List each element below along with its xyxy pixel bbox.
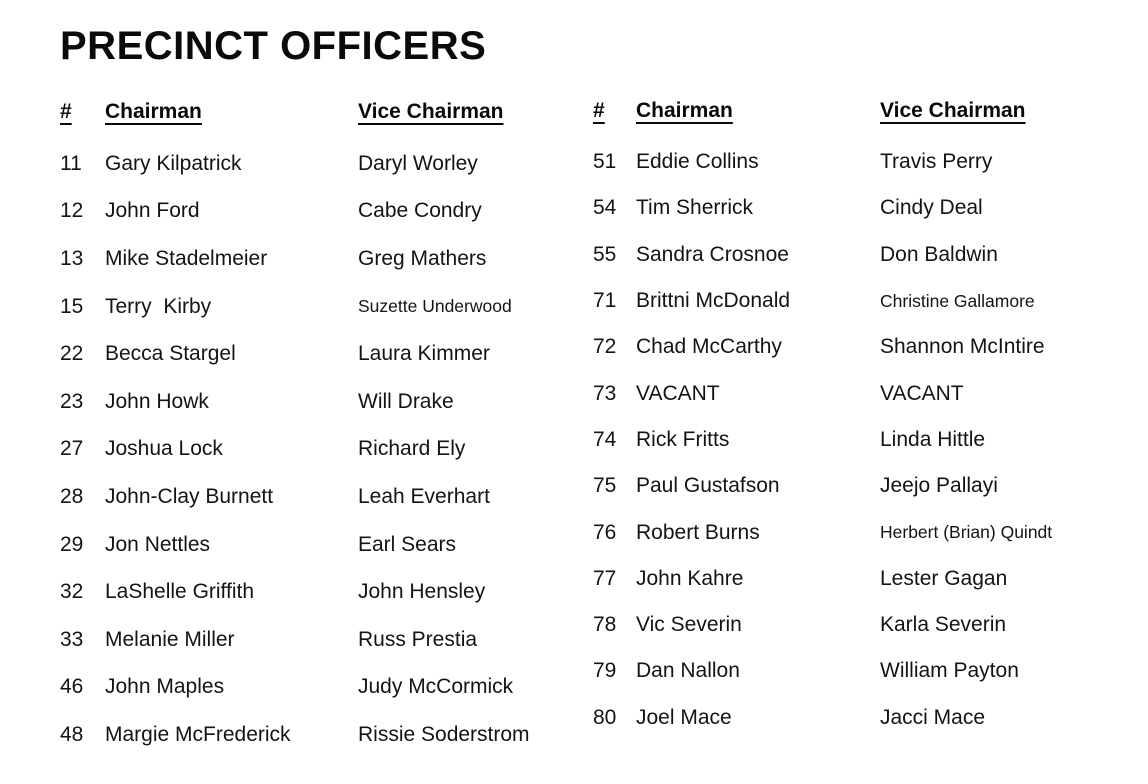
table-row <box>593 139 1138 185</box>
vice-chairman-name: Linda Hittle <box>880 427 986 451</box>
chairman-name: Becca Stargel <box>105 342 236 366</box>
precinct-number: 73 <box>593 381 617 405</box>
precinct-number: 79 <box>593 659 617 683</box>
chairman-name: Terry Kirby <box>105 294 212 318</box>
table-header-left <box>60 100 605 140</box>
chairman-name: Jon Nettles <box>105 532 211 556</box>
column-header-number: # <box>60 100 72 123</box>
chairman-name: Paul Gustafson <box>636 474 780 498</box>
precinct-number: 11 <box>60 151 82 175</box>
chairman-name: Sandra Crosnoe <box>636 242 789 266</box>
chairman-name: Brittni McDonald <box>636 289 791 313</box>
chairman-name: John Ford <box>105 199 200 223</box>
chairman-name: Joel Mace <box>636 705 732 729</box>
chairman-name: John Maples <box>105 675 225 699</box>
vice-chairman-name: Jeejo Pallayi <box>880 474 998 498</box>
chairman-name: Margie McFrederick <box>105 722 291 746</box>
precinct-number: 74 <box>593 427 617 451</box>
table-row <box>60 521 605 569</box>
chairman-name: Mike Stadelmeier <box>105 246 268 270</box>
vice-chairman-name: John Hensley <box>358 580 486 604</box>
table-row <box>593 556 1138 602</box>
vice-chairman-name: Travis Perry <box>880 150 993 174</box>
vice-chairman-name: Daryl Worley <box>358 151 478 175</box>
table-row <box>60 235 605 283</box>
table-rows-right <box>593 139 1138 741</box>
precinct-number: 72 <box>593 335 617 359</box>
precinct-number: 23 <box>60 389 84 413</box>
vice-chairman-name: Cabe Condry <box>358 199 482 223</box>
table-row <box>60 378 605 426</box>
table-row <box>593 695 1138 741</box>
precinct-number: 22 <box>60 342 84 366</box>
vice-chairman-name: Cindy Deal <box>880 196 983 220</box>
vice-chairman-name: Christine Gallamore <box>880 290 1035 311</box>
table-row <box>593 509 1138 555</box>
table-row <box>60 188 605 236</box>
vice-chairman-name: Judy McCormick <box>358 675 514 699</box>
vice-chairman-name: Rissie Soderstrom <box>358 722 530 746</box>
vice-chairman-name: Herbert (Brian) Quindt <box>880 522 1053 543</box>
page-title: PRECINCT OFFICERS <box>60 24 487 68</box>
precinct-number: 15 <box>60 294 84 318</box>
precinct-number: 77 <box>593 566 617 590</box>
table-row <box>60 616 605 664</box>
chairman-name: LaShelle Griffith <box>105 580 255 604</box>
table-row <box>60 330 605 378</box>
vice-chairman-name: Earl Sears <box>358 532 457 556</box>
precinct-number: 54 <box>593 196 617 220</box>
column-header-chairman: Chairman <box>105 100 202 123</box>
chairman-name: John-Clay Burnett <box>105 484 274 508</box>
precinct-number: 80 <box>593 705 617 729</box>
chairman-name: Melanie Miller <box>105 627 235 651</box>
table-row <box>593 417 1138 463</box>
vice-chairman-name: Laura Kimmer <box>358 342 490 366</box>
vice-chairman-name: Will Drake <box>358 389 454 413</box>
precinct-number: 75 <box>593 474 617 498</box>
chairman-name: John Kahre <box>636 566 744 590</box>
precinct-number: 27 <box>60 437 84 461</box>
vice-chairman-name: Lester Gagan <box>880 566 1008 590</box>
chairman-name: John Howk <box>105 389 209 413</box>
table-row <box>593 324 1138 370</box>
chairman-name: Gary Kilpatrick <box>105 151 242 175</box>
table-rows-left <box>60 140 605 759</box>
precinct-number: 76 <box>593 520 617 544</box>
table-row <box>593 278 1138 324</box>
vice-chairman-name: Greg Mathers <box>358 246 487 270</box>
chairman-name: Joshua Lock <box>105 437 223 461</box>
vice-chairman-name: VACANT <box>880 381 964 405</box>
chairman-name: Robert Burns <box>636 520 760 544</box>
vice-chairman-name: Jacci Mace <box>880 705 986 729</box>
vice-chairman-name: Karla Severin <box>880 613 1007 637</box>
precinct-number: 32 <box>60 580 84 604</box>
column-header-vice-chairman: Vice Chairman <box>880 99 1026 122</box>
chairman-name: Vic Severin <box>636 613 742 637</box>
officer-table-left <box>60 100 605 759</box>
precinct-number: 13 <box>60 246 84 270</box>
precinct-number: 12 <box>60 199 84 223</box>
vice-chairman-name: Suzette Underwood <box>358 296 512 317</box>
column-header-vice-chairman: Vice Chairman <box>358 100 504 123</box>
vice-chairman-name: Richard Ely <box>358 437 466 461</box>
precinct-number: 29 <box>60 532 84 556</box>
table-header-right <box>593 99 1138 139</box>
chairman-name: VACANT <box>636 381 720 405</box>
column-header-number: # <box>593 99 605 122</box>
vice-chairman-name: Russ Prestia <box>358 627 478 651</box>
table-row <box>593 232 1138 278</box>
precinct-number: 33 <box>60 627 84 651</box>
table-row <box>60 283 605 331</box>
table-row <box>593 648 1138 694</box>
chairman-name: Chad McCarthy <box>636 335 782 359</box>
table-row <box>593 370 1138 416</box>
precinct-number: 51 <box>593 150 617 174</box>
vice-chairman-name: Don Baldwin <box>880 242 998 266</box>
vice-chairman-name: William Payton <box>880 659 1019 683</box>
officer-table-right <box>593 99 1138 741</box>
column-header-chairman: Chairman <box>636 99 733 122</box>
table-row <box>60 140 605 188</box>
precinct-number: 55 <box>593 242 617 266</box>
precinct-number: 48 <box>60 722 84 746</box>
vice-chairman-name: Leah Everhart <box>358 484 490 508</box>
table-row <box>593 463 1138 509</box>
table-row <box>60 426 605 474</box>
precinct-number: 71 <box>593 289 617 313</box>
vice-chairman-name: Shannon McIntire <box>880 335 1045 359</box>
table-row <box>60 664 605 712</box>
table-row <box>593 602 1138 648</box>
chairman-name: Eddie Collins <box>636 150 759 174</box>
precinct-number: 46 <box>60 675 84 699</box>
precinct-number: 78 <box>593 613 617 637</box>
table-row <box>593 185 1138 231</box>
table-row <box>60 473 605 521</box>
precinct-number: 28 <box>60 484 84 508</box>
chairman-name: Tim Sherrick <box>636 196 754 220</box>
chairman-name: Rick Fritts <box>636 427 730 451</box>
chairman-name: Dan Nallon <box>636 659 740 683</box>
table-row <box>60 568 605 616</box>
table-row <box>60 711 605 759</box>
